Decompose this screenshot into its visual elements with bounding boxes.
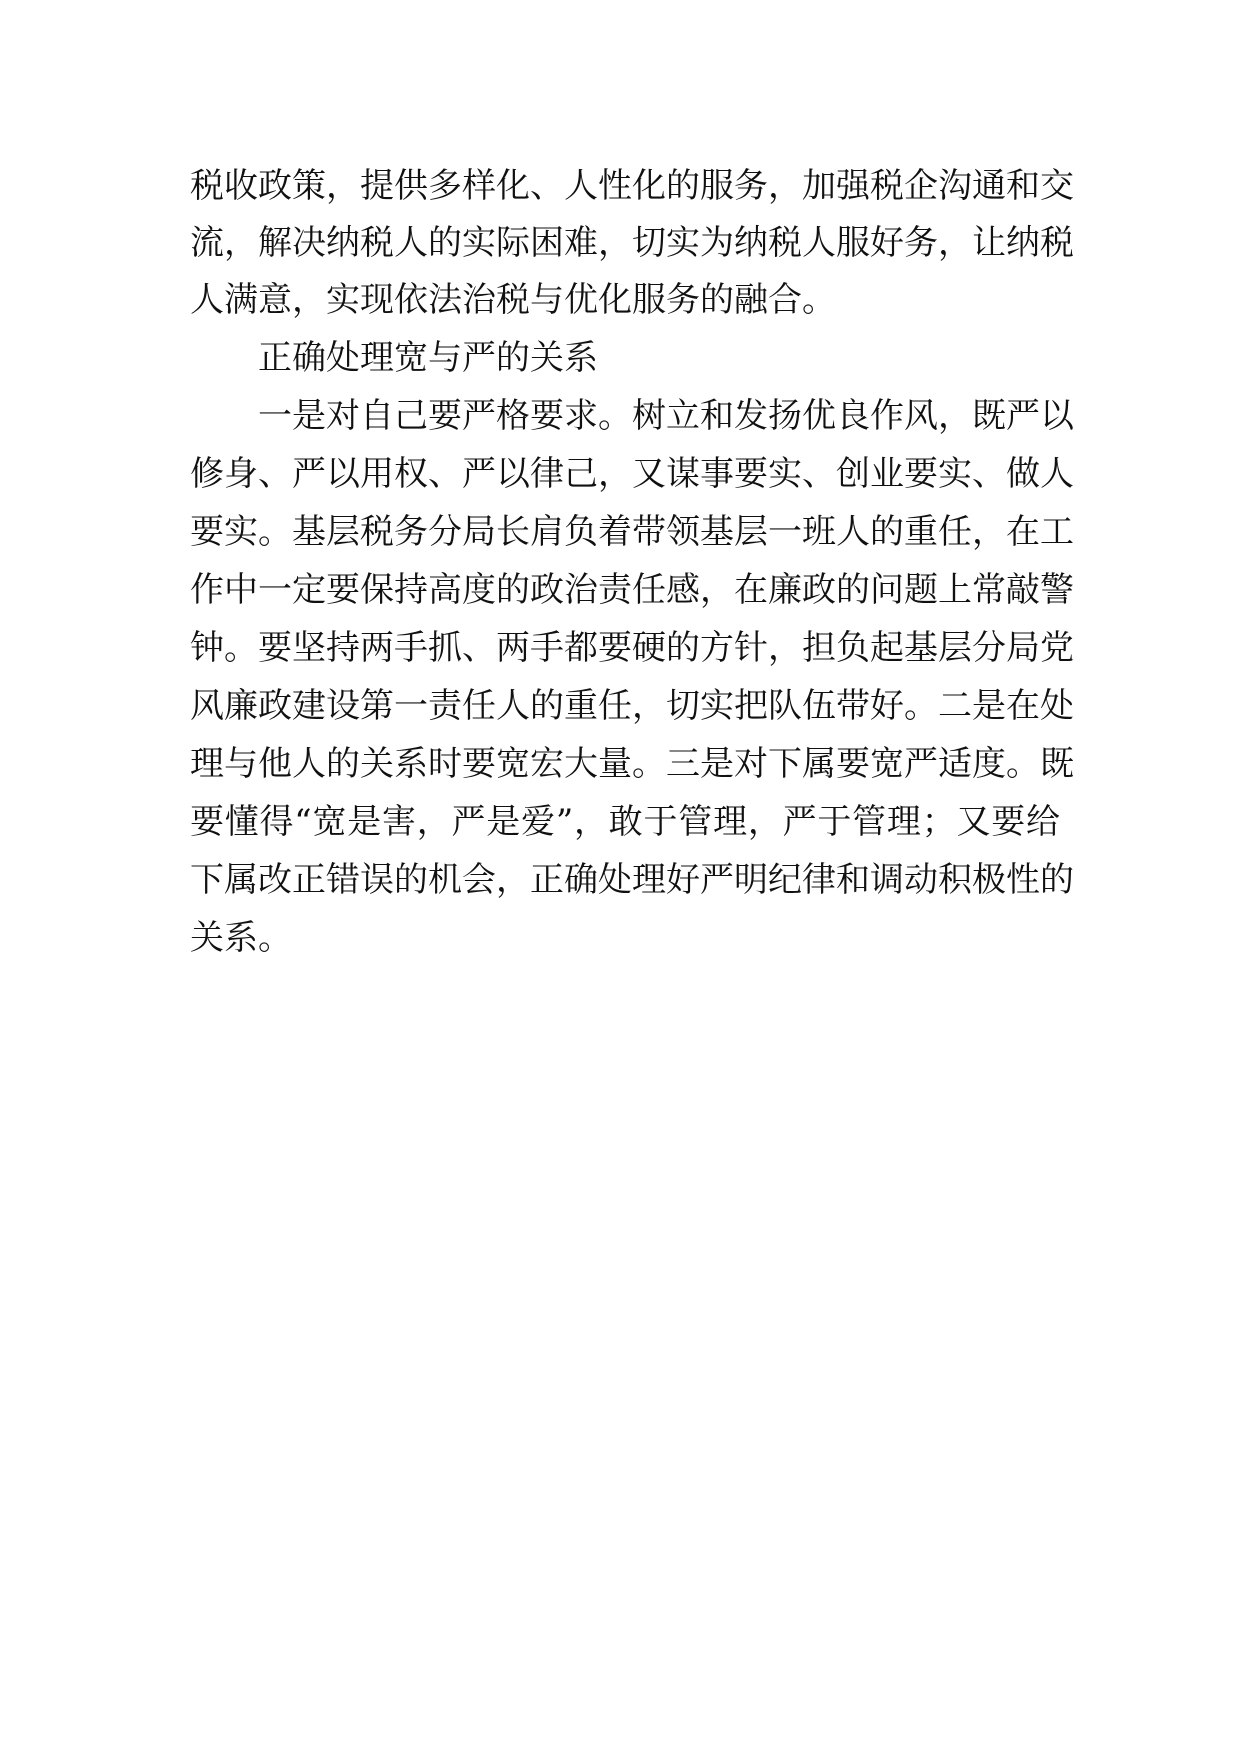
section-heading: 正确处理宽与严的关系 [258, 338, 598, 378]
paragraph-2-line-2: 修身、严以用权、严以律己，又谋事要实、创业要实、做人 [190, 454, 1074, 494]
paragraph-2-line-10: 关系。 [190, 918, 292, 958]
paragraph-2-line-5: 钟。要坚持两手抓、两手都要硬的方针，担负起基层分局党 [190, 628, 1074, 668]
paragraph-2-line-6: 风廉政建设第一责任人的重任，切实把队伍带好。二是在处 [190, 686, 1074, 726]
paragraph-2-line-3: 要实。基层税务分局长肩负着带领基层一班人的重任，在工 [190, 512, 1074, 552]
paragraph-1-line-1: 税收政策，提供多样化、人性化的服务，加强税企沟通和交 [190, 166, 1074, 206]
paragraph-1-line-2: 流，解决纳税人的实际困难，切实为纳税人服好务，让纳税 [190, 223, 1074, 263]
paragraph-2-line-1: 一是对自己要严格要求。树立和发扬优良作风，既严以 [258, 396, 1074, 436]
paragraph-2-line-8: 要懂得“宽是害，严是爱”，敢于管理，严于管理；又要给 [190, 802, 1060, 842]
paragraph-2-line-4: 作中一定要保持高度的政治责任感，在廉政的问题上常敲警 [190, 570, 1074, 610]
paragraph-1-line-3: 人满意，实现依法治税与优化服务的融合。 [190, 280, 836, 320]
paragraph-2-line-7: 理与他人的关系时要宽宏大量。三是对下属要宽严适度。既 [190, 744, 1074, 784]
paragraph-2-line-9: 下属改正错误的机会，正确处理好严明纪律和调动积极性的 [190, 860, 1074, 900]
